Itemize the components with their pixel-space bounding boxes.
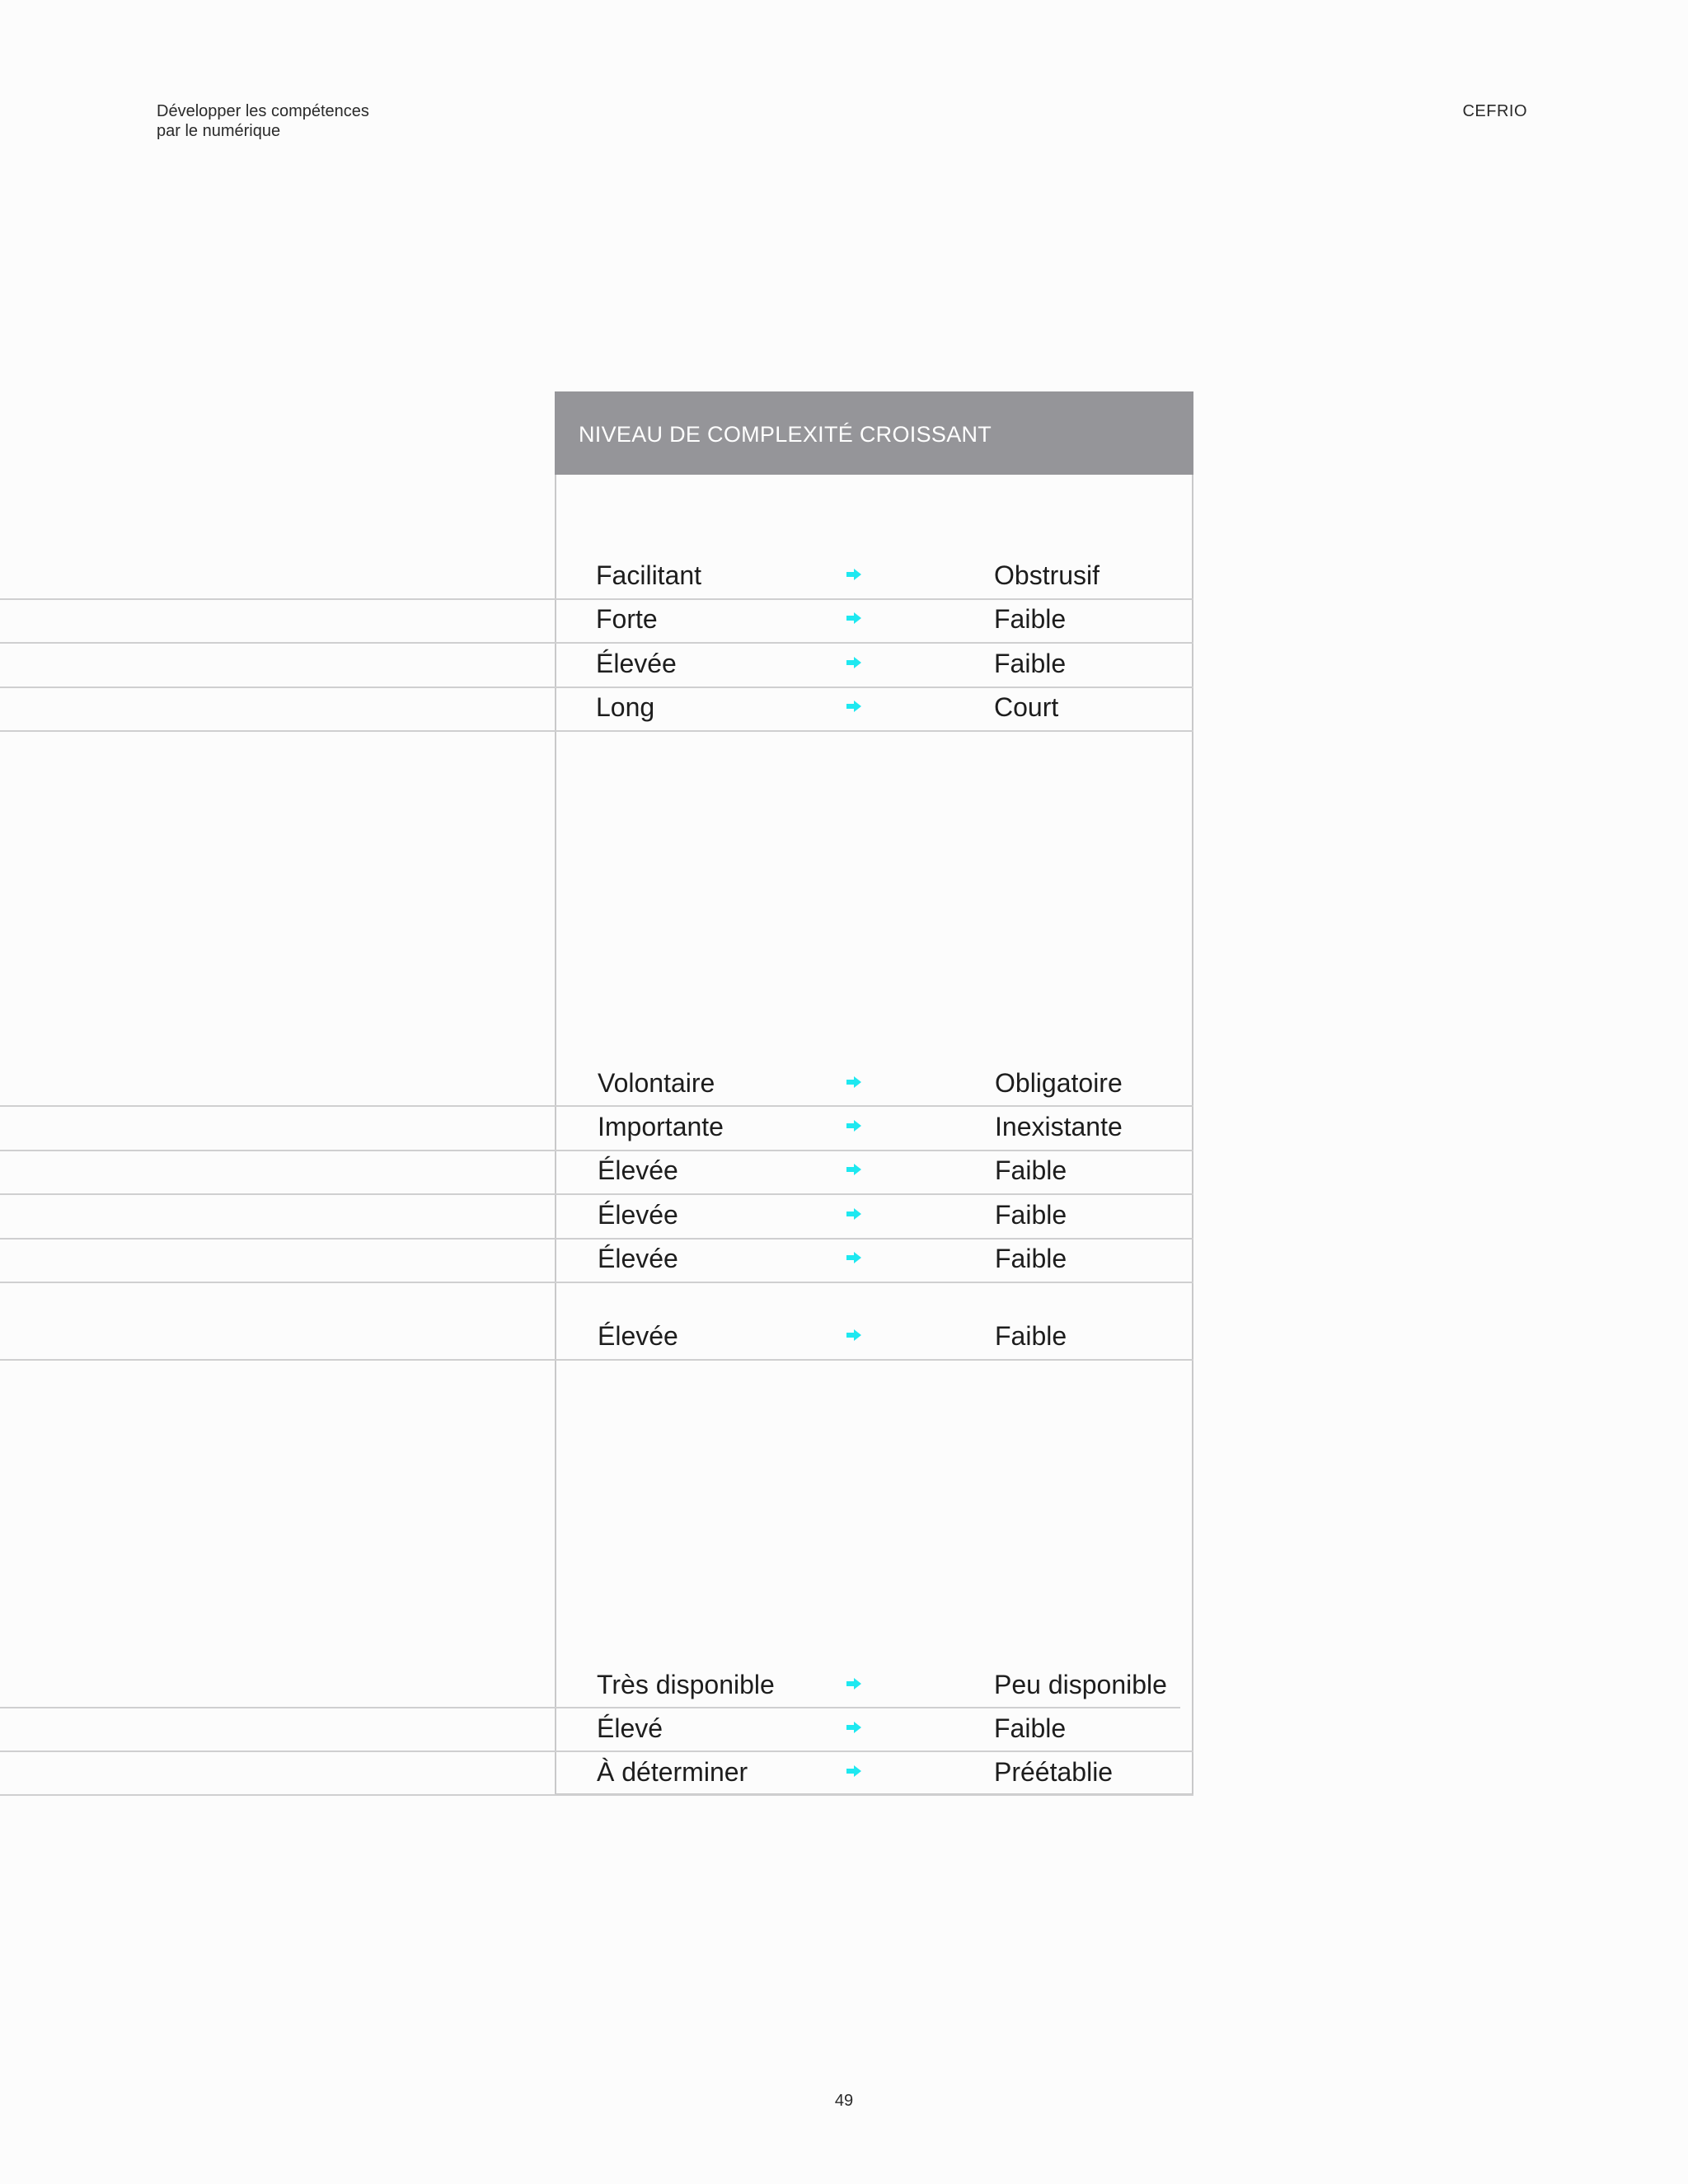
arrow-right-icon <box>846 1252 861 1263</box>
table-row <box>0 1668 1193 1712</box>
organization-name: CEFRIO <box>1462 102 1527 120</box>
from-value: Élevée <box>596 649 677 678</box>
from-value: Volontaire <box>598 1068 715 1098</box>
arrow-right-icon <box>846 1765 861 1777</box>
arrow-right-icon <box>846 1208 861 1220</box>
arrow-right-icon <box>846 657 861 668</box>
table-row <box>0 1242 1193 1286</box>
table-row <box>0 647 1193 691</box>
document-title-line-2: par le numérique <box>157 122 281 140</box>
to-value: Inexistante <box>995 1112 1123 1141</box>
from-value: À déterminer <box>597 1757 748 1787</box>
to-value: Faible <box>994 604 1067 634</box>
table-row <box>0 1154 1193 1197</box>
document-title <box>157 101 369 141</box>
from-value: Forte <box>596 604 658 634</box>
from-value: Facilitant <box>596 560 702 590</box>
arrow-right-icon <box>846 1164 861 1175</box>
to-value: Faible <box>995 1244 1067 1273</box>
arrow-right-icon <box>846 1722 861 1733</box>
document-title-line-1: Développer les compétences <box>157 102 369 120</box>
to-value: Obstrusif <box>994 560 1100 590</box>
to-value: Faible <box>994 649 1067 678</box>
from-value: Très disponible <box>597 1670 775 1699</box>
arrow-right-icon <box>846 701 861 712</box>
from-value: Élevée <box>598 1321 678 1351</box>
table-row <box>0 1110 1193 1154</box>
table-row <box>0 1319 1193 1363</box>
arrow-right-icon <box>846 1678 861 1690</box>
from-value: Importante <box>598 1112 724 1141</box>
from-value: Élevée <box>598 1155 678 1185</box>
arrow-right-icon <box>846 1120 861 1132</box>
from-value: Long <box>596 692 655 722</box>
from-value: Élevée <box>598 1244 678 1273</box>
page-number: 49 <box>834 2092 854 2110</box>
to-value: Faible <box>995 1155 1067 1185</box>
table-row <box>0 1712 1193 1755</box>
from-value: Élevée <box>598 1200 678 1230</box>
complexity-table-header <box>555 391 1193 475</box>
to-value: Faible <box>995 1200 1067 1230</box>
complexity-table-title: NIVEAU DE COMPLEXITÉ CROISSANT <box>579 422 992 447</box>
arrow-right-icon <box>846 569 861 580</box>
table-row <box>0 1198 1193 1242</box>
to-value: Obligatoire <box>995 1068 1123 1098</box>
table-row <box>0 559 1193 602</box>
arrow-right-icon <box>846 612 861 624</box>
to-value: Préétablie <box>994 1757 1114 1787</box>
table-row <box>0 691 1193 734</box>
table-row <box>0 1755 1193 1799</box>
to-value: Peu disponible <box>994 1670 1167 1699</box>
from-value: Élevé <box>597 1713 663 1743</box>
arrow-right-icon <box>846 1076 861 1088</box>
to-value: Faible <box>995 1321 1067 1351</box>
table-row <box>0 602 1193 646</box>
arrow-right-icon <box>846 1329 861 1341</box>
to-value: Court <box>994 692 1059 722</box>
to-value: Faible <box>994 1713 1067 1743</box>
table-row <box>0 1066 1193 1110</box>
